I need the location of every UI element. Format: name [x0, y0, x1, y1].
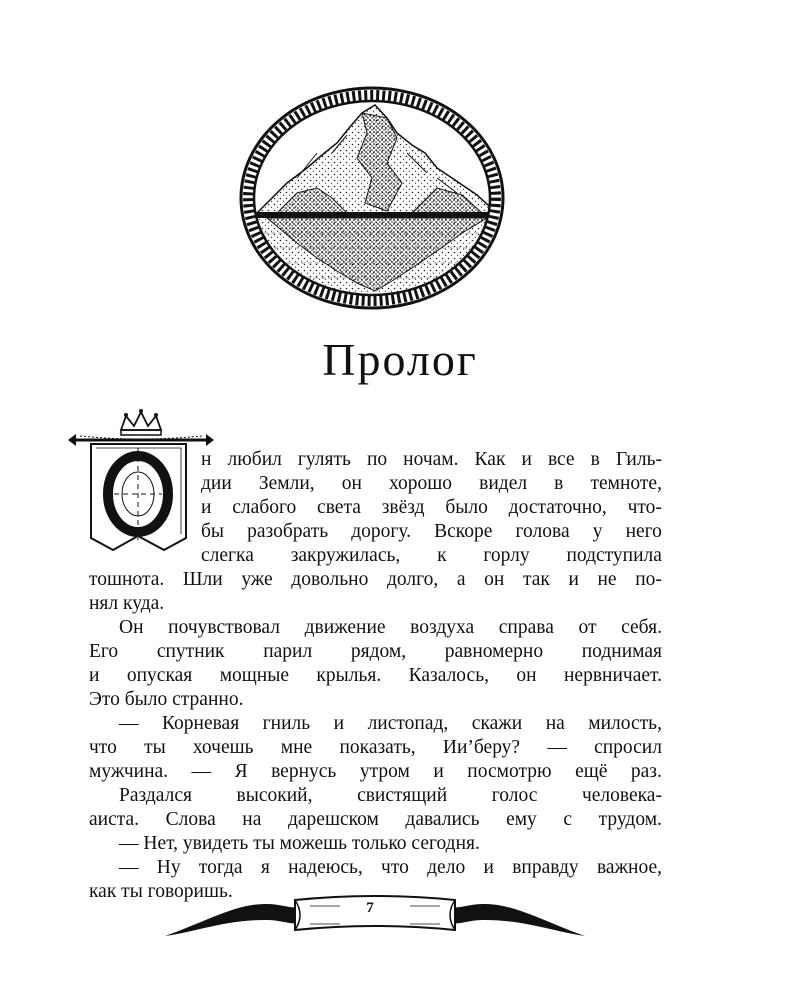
- text-line: дии Земли, он хорошо видел в темноте,: [201, 473, 662, 494]
- text-line: и опуская мощные крылья. Казалось, он нервничает.: [89, 665, 662, 686]
- page-number: 7: [366, 900, 374, 916]
- text-line: нял куда.: [89, 593, 165, 614]
- text-line: Он почувствовал движение воздуха справа от себя.: [119, 617, 662, 638]
- text-line: тошнота. Шли уже довольно долго, а он так и не по-: [89, 569, 662, 590]
- text-line: — Корневая гниль и листопад, скажи на милость,: [119, 713, 662, 734]
- drop-cap-banner-icon: [66, 408, 216, 556]
- text-line: слегка закружилась, к горлу подступила: [201, 545, 662, 566]
- mountain-emblem-icon: [237, 83, 507, 313]
- text-line: бы разобрать дорогу. Вскоре голова у него: [201, 521, 662, 542]
- text-line: Это было странно.: [89, 689, 244, 710]
- text-line: что ты хочешь мне показать, Ии’беру? — спросил: [89, 737, 662, 758]
- text-line: — Нет, увидеть ты можешь только сегодня.: [119, 833, 480, 854]
- text-line: н любил гулять по ночам. Как и все в Гиль-: [201, 449, 662, 470]
- text-line: — Ну тогда я надеюсь, что дело и вправду важное,: [119, 857, 662, 878]
- crown-icon: [121, 409, 161, 435]
- text-line: аиста. Слова на дарешском давались ему с трудом.: [89, 809, 662, 830]
- chapter-title: Пролог: [322, 334, 478, 385]
- text-line: Раздался высокий, свистящий голос человека-: [119, 785, 662, 806]
- text-line: мужчина. — Я вернусь утром и посмотрю ещё раз.: [89, 761, 662, 782]
- text-line: и слабого света звёзд было достаточно, что-: [201, 497, 662, 518]
- text-line: Его спутник парил рядом, равномерно поднимая: [89, 641, 662, 662]
- text-line: как ты говоришь.: [89, 881, 233, 902]
